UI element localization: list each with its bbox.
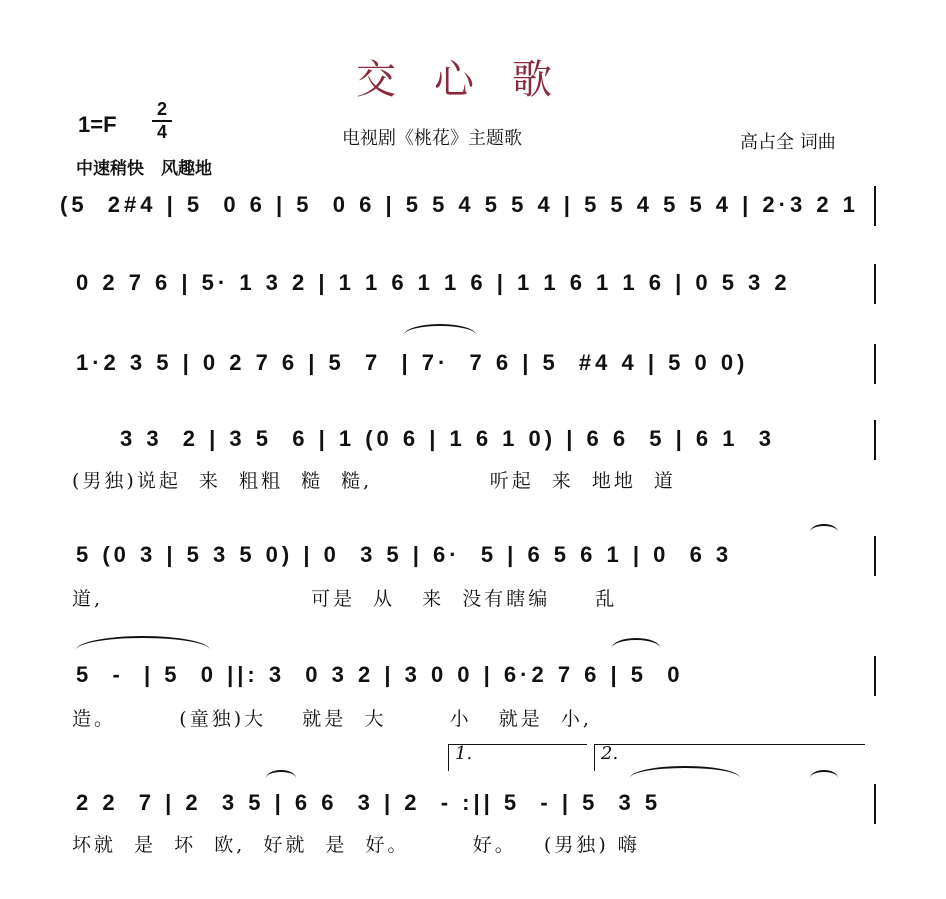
end-barline bbox=[874, 656, 876, 696]
notation-line: 0 2 7 6 | 5· 1 3 2 | 1 1 6 1 1 6 | 1 1 6 1 1 6 | 0 5 3 2 bbox=[76, 270, 791, 295]
key-signature: 1=F bbox=[78, 112, 117, 137]
tie-slur bbox=[76, 636, 210, 664]
tie-slur bbox=[266, 770, 296, 786]
time-signature bbox=[152, 100, 172, 142]
notation-line: 5 (0 3 | 5 3 5 0) | 0 3 5 | 6· 5 | 6 5 6 1 | 0 6 3 bbox=[76, 542, 733, 567]
music-system-4 bbox=[0, 426, 946, 516]
time-signature-top: 2 bbox=[156, 99, 167, 119]
tie-slur bbox=[612, 638, 660, 658]
tie-slur bbox=[810, 770, 838, 786]
notation-line: 1·2 3 5 | 0 2 7 6 | 5 7 | 7· 7 6 | 5 #4 4 | 5 0 0) bbox=[76, 350, 749, 375]
end-barline bbox=[874, 344, 876, 384]
music-system-5 bbox=[0, 542, 946, 632]
tie-slur bbox=[404, 324, 476, 346]
tempo-marking: 中速稍快 风趣地 bbox=[76, 159, 212, 179]
first-ending-bracket bbox=[448, 744, 587, 771]
lyrics-line: (男独)说起 来 粗粗 糙 糙, 听起 来 地地 道 bbox=[72, 470, 676, 492]
first-ending-label: 1. bbox=[455, 743, 473, 764]
notation-line: 3 3 2 | 3 5 6 | 1 (0 6 | 1 6 1 0) | 6 6 5 | 6 1 3 bbox=[120, 426, 775, 451]
tie-slur bbox=[810, 524, 838, 540]
notation-line: (5 2#4 | 5 0 6 | 5 0 6 | 5 5 4 5 5 4 | 5 5 4 5 5 4 | 2·3 2 1 bbox=[60, 192, 859, 217]
subtitle: 电视剧《桃花》主题歌 bbox=[342, 128, 522, 149]
end-barline bbox=[874, 536, 876, 576]
end-barline bbox=[874, 784, 876, 824]
music-system-7 bbox=[0, 790, 946, 880]
music-system-6 bbox=[0, 662, 946, 752]
music-system-1 bbox=[0, 192, 946, 282]
lyrics-line: 坏就 是 坏 欧, 好就 是 好。 好。 (男独) 嗨 bbox=[72, 834, 640, 856]
notation-line: 2 2 7 | 2 3 5 | 6 6 3 | 2 - :|| 5 - | 5 3 5 bbox=[76, 790, 662, 815]
author: 高占全 词曲 bbox=[740, 132, 836, 153]
lyrics-line: 道, 可是 从 来 没有瞎编 乱 bbox=[72, 588, 618, 610]
second-ending-bracket bbox=[594, 744, 865, 771]
end-barline bbox=[874, 420, 876, 460]
second-ending-label: 2. bbox=[601, 743, 619, 764]
end-barline bbox=[874, 264, 876, 304]
lyrics-line: 造。 (童独)大 就是 大 小 就是 小, bbox=[72, 708, 592, 730]
music-system-2 bbox=[0, 270, 946, 360]
notation-line: 5 - | 5 0 ||: 3 0 3 2 | 3 0 0 | 6·2 7 6 | 5 0 bbox=[76, 662, 684, 687]
time-signature-bottom: 4 bbox=[156, 122, 167, 142]
song-title: 交心歌 bbox=[356, 57, 590, 103]
end-barline bbox=[874, 186, 876, 226]
tie-slur bbox=[630, 766, 740, 790]
